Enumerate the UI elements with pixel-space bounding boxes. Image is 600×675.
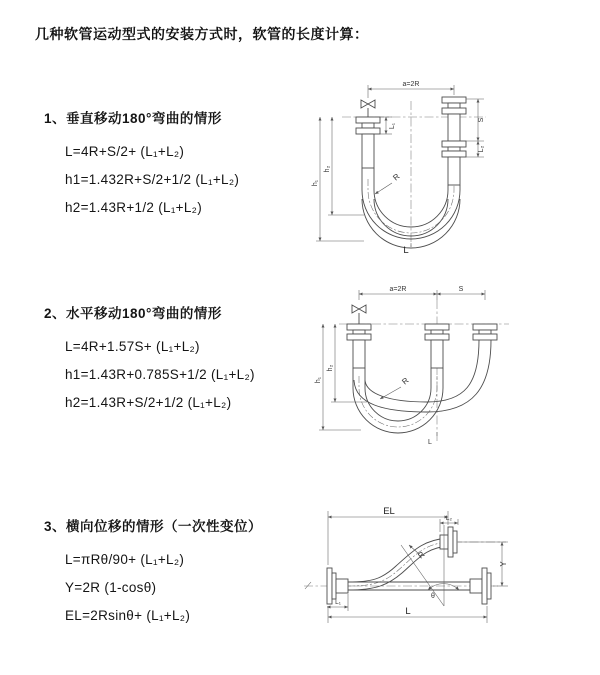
right-flange-upper bbox=[442, 97, 466, 141]
dimension-lines bbox=[327, 511, 508, 623]
section-3-heading: 3、横向位移的情形（一次性变位） bbox=[44, 519, 263, 534]
d3-angle-label: θ bbox=[431, 593, 435, 600]
middle-flange bbox=[425, 324, 449, 368]
d2-dim-a-label: a=2R bbox=[389, 286, 407, 293]
formula-line: Y=2R (1-cosθ) bbox=[65, 580, 157, 595]
formula-line: EL=2Rsinθ+ (L₁+L₂) bbox=[65, 608, 191, 623]
centerlines bbox=[339, 300, 509, 442]
diagram-lateral-displacement bbox=[298, 495, 600, 647]
formula-line: h2=1.43R+S/2+1/2 (L₁+L₂) bbox=[65, 395, 232, 410]
right-flange bbox=[470, 568, 491, 604]
section-1 bbox=[44, 109, 239, 222]
braid-section bbox=[353, 340, 365, 368]
section-2-heading: 2、水平移动180°弯曲的情形 bbox=[44, 306, 222, 321]
d3-dim-l2-label: L₂ bbox=[445, 515, 453, 522]
d2-dim-h2-label: h₂ bbox=[327, 364, 334, 372]
diagram-vertical-180-bend bbox=[306, 75, 596, 255]
d2-radius-label: R bbox=[400, 375, 411, 387]
left-flange bbox=[347, 324, 371, 368]
d2-dim-s-label: S bbox=[458, 286, 464, 293]
braid-section bbox=[362, 134, 374, 168]
dimension-lines bbox=[319, 290, 485, 436]
d3-dim-y-label: Y bbox=[499, 561, 508, 567]
formula-line: L=πRθ/90+ (L₁+L₂) bbox=[65, 552, 185, 567]
d1-dim-l1-label: L₁ bbox=[389, 122, 396, 130]
section-3 bbox=[44, 517, 262, 630]
d1-dim-s-label: S bbox=[478, 117, 485, 123]
section-2-formulas bbox=[44, 333, 255, 417]
section-3-formulas bbox=[44, 546, 262, 630]
braid-section bbox=[448, 157, 460, 185]
d3-dim-el-label: EL bbox=[383, 506, 395, 517]
d3-length-label: L bbox=[405, 606, 411, 617]
formula-line: h1=1.432R+S/2+1/2 (L₁+L₂) bbox=[65, 172, 240, 187]
valve-icon bbox=[352, 305, 366, 324]
formula-line: L=4R+1.57S+ (L₁+L₂) bbox=[65, 339, 200, 354]
diagram-horizontal-180-bend bbox=[309, 280, 599, 452]
section-2 bbox=[44, 304, 255, 417]
right-flange-lower bbox=[442, 141, 466, 185]
formula-line: h2=1.43R+1/2 (L₁+L₂) bbox=[65, 200, 203, 215]
d1-dim-h2-label: h₂ bbox=[324, 165, 331, 173]
left-flange bbox=[356, 117, 380, 168]
section-1-formulas bbox=[44, 138, 239, 222]
upper-flange bbox=[440, 527, 457, 557]
section-1-heading: 1、垂直移动180°弯曲的情形 bbox=[44, 111, 222, 126]
d1-dim-h1-label: h₁ bbox=[312, 179, 319, 187]
d2-dim-h1-label: h₁ bbox=[315, 376, 322, 384]
hose-u-bend-position-2 bbox=[354, 340, 491, 412]
right-flange bbox=[473, 324, 497, 340]
d2-length-label: L bbox=[428, 439, 432, 446]
formula-line: h1=1.43R+0.785S+1/2 (L₁+L₂) bbox=[65, 367, 255, 382]
d1-dim-a-label: a=2R bbox=[402, 81, 420, 88]
formula-line: L=4R+S/2+ (L₁+L₂) bbox=[65, 144, 185, 159]
d3-dim-l1-label: L₁ bbox=[335, 599, 341, 606]
d1-dim-l2-label: L₂ bbox=[478, 145, 485, 153]
valve-icon bbox=[361, 100, 375, 117]
d1-radius-label: R bbox=[391, 171, 402, 183]
d1-length-label: L bbox=[403, 245, 409, 255]
d3-radius-label: R bbox=[416, 549, 427, 561]
braid-section bbox=[431, 340, 443, 368]
page-title: 几种软管运动型式的安装方式时，软管的长度计算： bbox=[35, 26, 369, 42]
